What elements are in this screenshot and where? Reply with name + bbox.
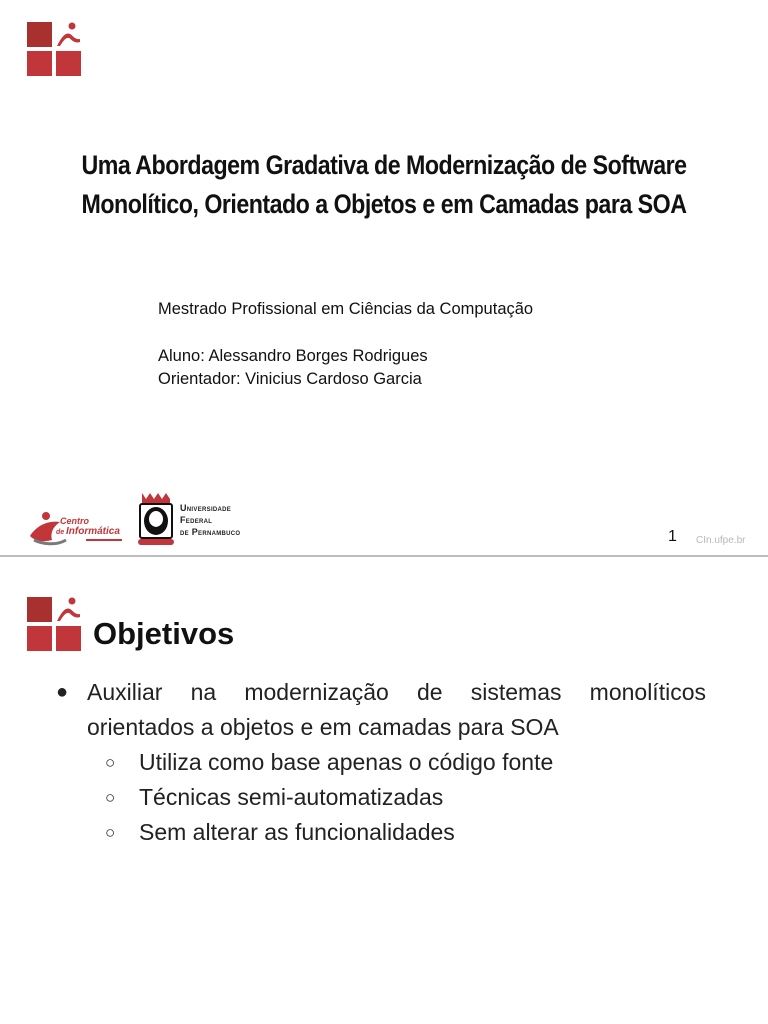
circle-bullet-icon: ○ (105, 788, 116, 807)
bullet-dot-icon: ● (56, 681, 69, 703)
ufpe-name (180, 502, 240, 538)
ufpe-name-line-3: de Pernambuco (180, 527, 241, 537)
program-name: Mestrado Profissional em Ciências da Computação (158, 300, 534, 318)
cin-logo-text-1: Centro (60, 516, 89, 526)
ufpe-name-line-1: Universidade (180, 503, 232, 513)
cin-footer-logo (26, 506, 126, 548)
advisor-name: Orientador: Vinicius Cardoso Garcia (158, 370, 422, 388)
ufpe-name-line-2: Federal (180, 515, 213, 525)
title-line-2: Monolítico, Orientado a Objetos e em Camadas para SOA (81, 189, 687, 219)
sub-bullet-item (56, 815, 706, 850)
title-line-1: Uma Abordagem Gradativa de Modernização de Software (81, 150, 687, 180)
objectives-slide (0, 557, 768, 1024)
cin-logo-text-3: Informática (66, 526, 120, 537)
student-name: Aluno: Alessandro Borges Rodrigues (158, 347, 428, 365)
ufpe-crest-icon (136, 491, 176, 547)
circle-bullet-icon: ○ (105, 823, 116, 842)
sub-bullet-text: Sem alterar as funcionalidades (139, 819, 455, 845)
sub-bullet-text: Técnicas semi-automatizadas (139, 784, 444, 810)
sub-bullet-item (56, 780, 706, 815)
cin-logo-icon (27, 22, 81, 76)
cin-logo-text-2: de (56, 529, 65, 536)
circle-bullet-icon: ○ (105, 753, 116, 772)
bullet-item (56, 675, 706, 745)
bullet-list (56, 675, 706, 850)
cin-logo-icon (27, 597, 81, 651)
footer-url: CIn.ufpe.br (696, 535, 746, 546)
bullet-text: Auxiliar na modernização de sistemas monolíticos orientados a objetos e em camadas para SOA (87, 679, 706, 740)
slide-title: Objetivos (93, 616, 235, 651)
page-number: 1 (668, 528, 677, 545)
sub-bullet-item (56, 745, 706, 780)
presentation-title (80, 146, 689, 224)
sub-bullet-text: Utiliza como base apenas o código fonte (139, 749, 554, 775)
